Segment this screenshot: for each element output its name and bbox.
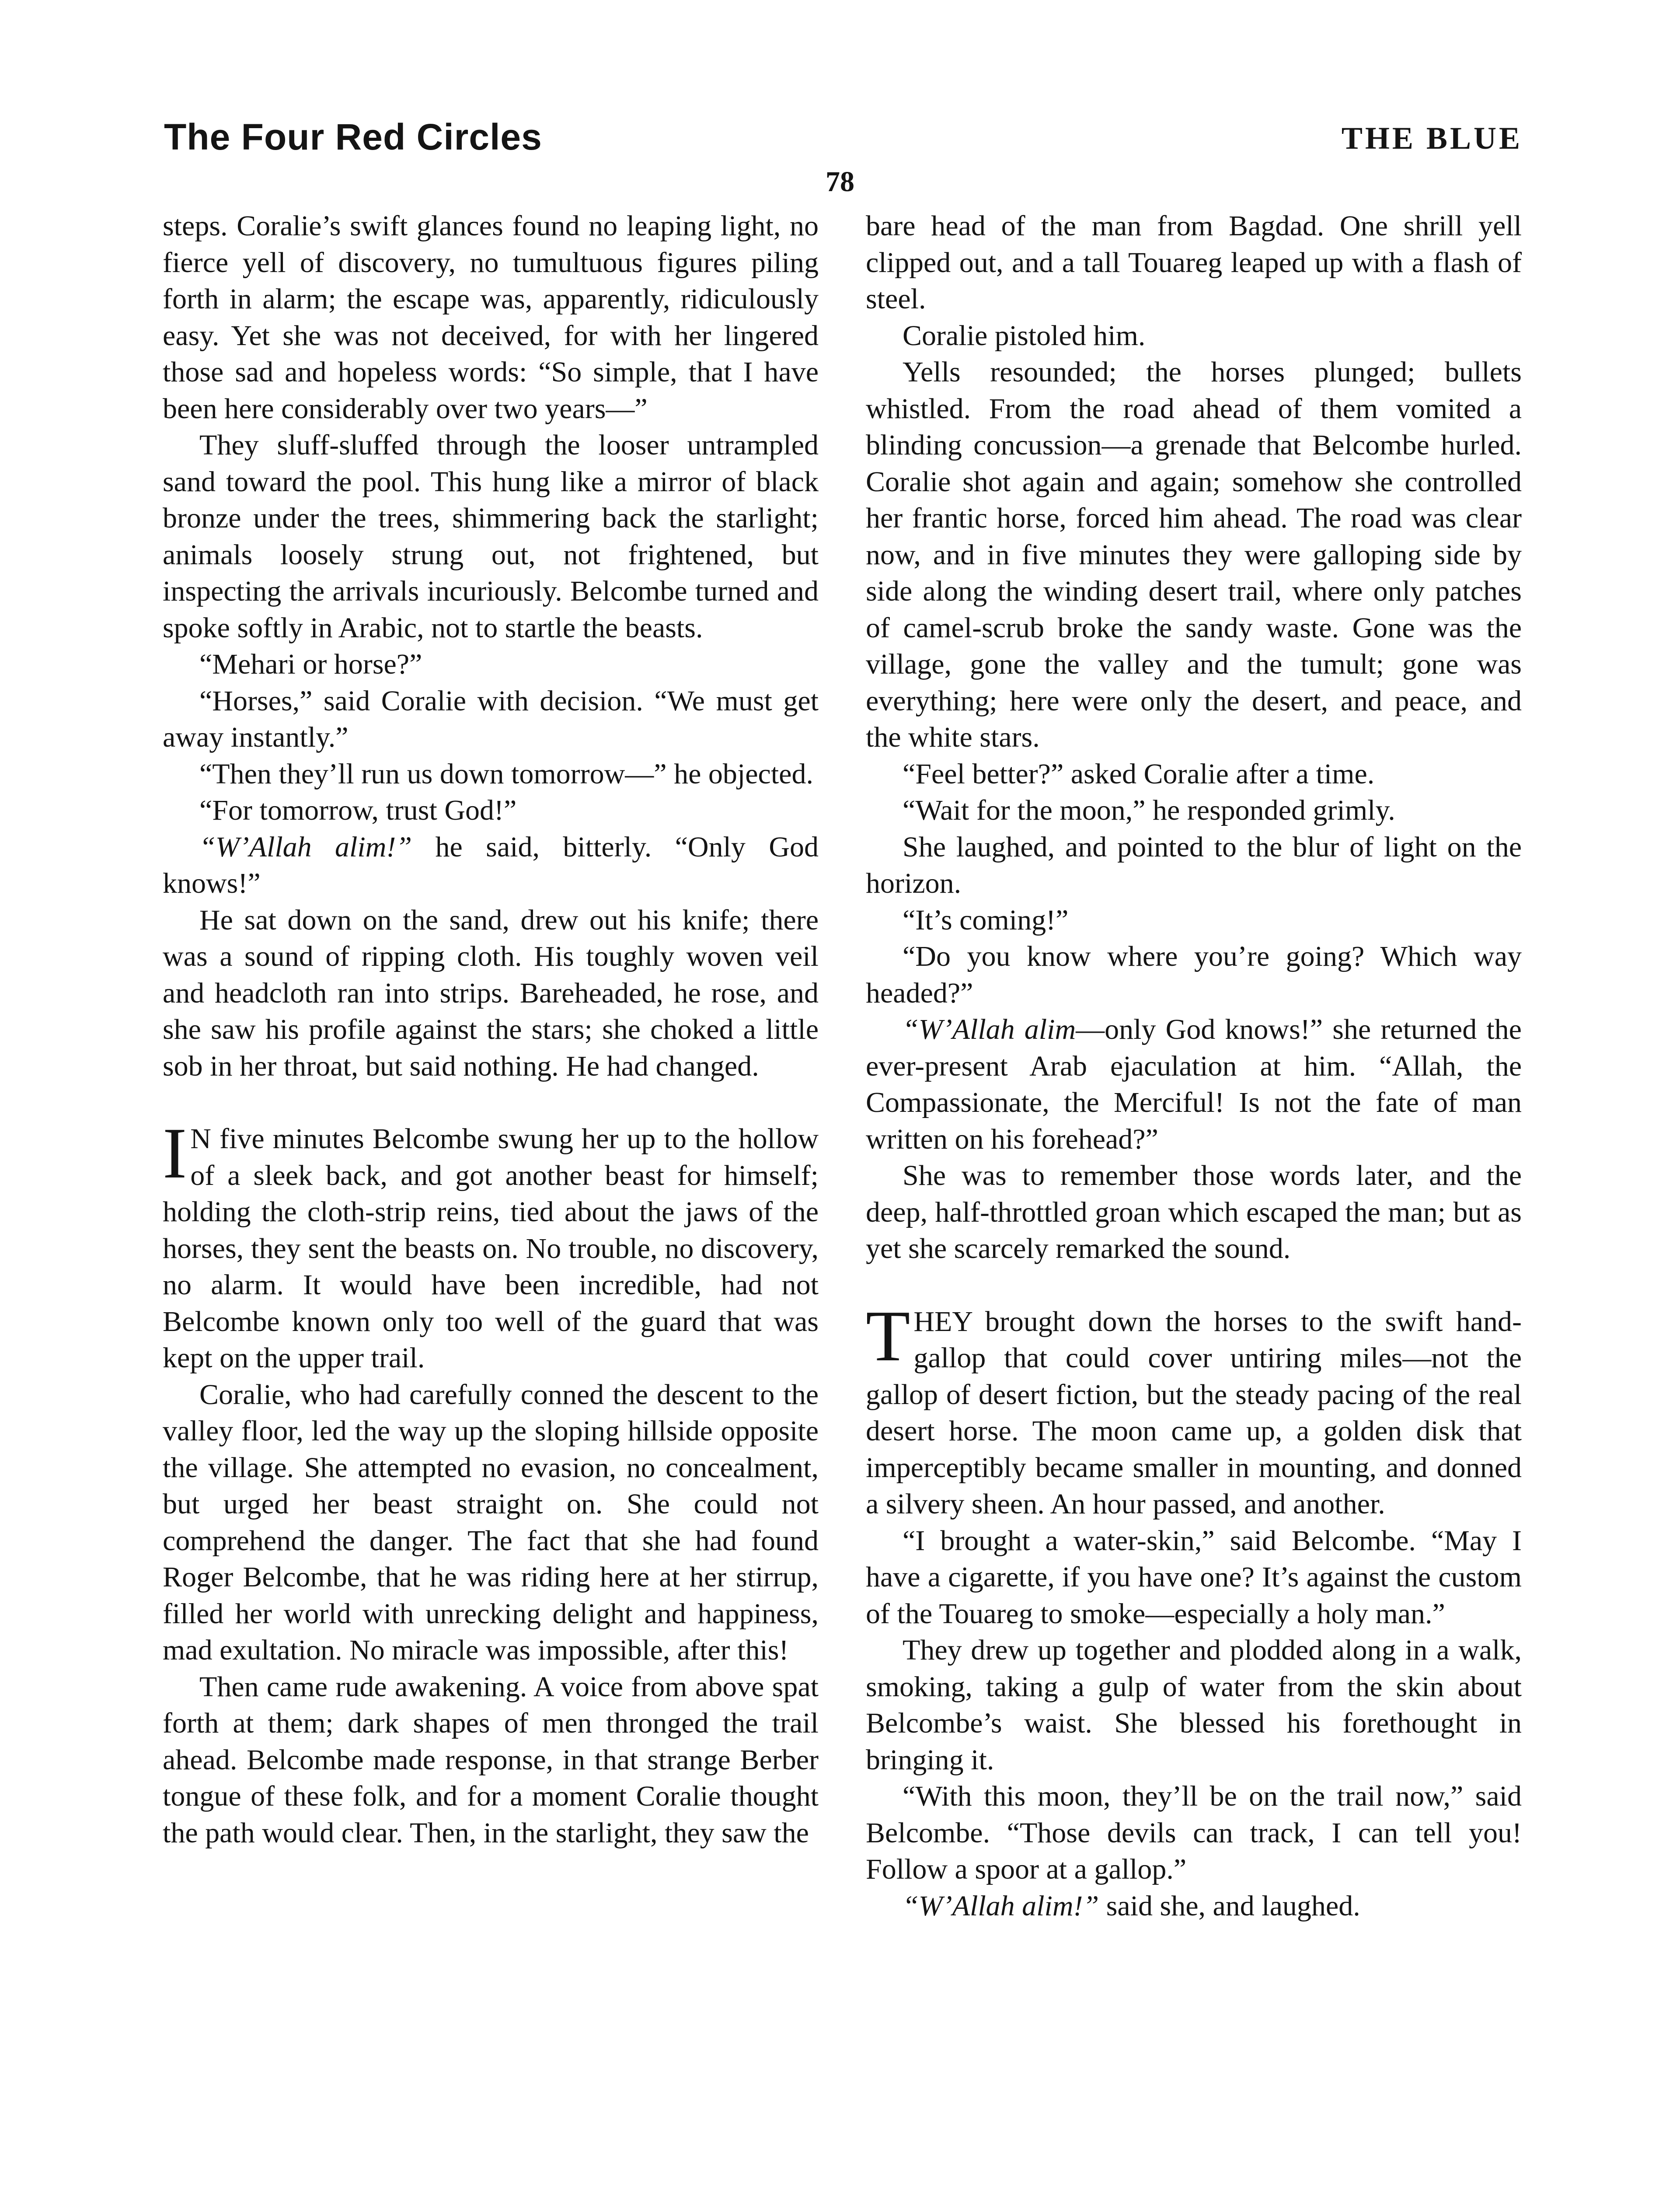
paragraph-text: he said, bitterly. “Only God knows!” — [163, 831, 819, 899]
paragraph-text: N five minutes Belcombe swung her up to the hollow of a sleek back, and got another beast for himself; holding the cloth-strip reins, tied about the jaws of the horses, they sent the beasts on. No trouble, no discovery, no alarm. It would have been incredible, had not Belcombe known only too well of the guard that was kept on the upper trail. — [163, 1123, 819, 1374]
paragraph-text: bare head of the man from Bagdad. One shrill yell clipped out, and a tall Touareg leaped up with a flash of steel. — [866, 210, 1522, 315]
magazine-title: THE BLUE — [1341, 121, 1523, 156]
paragraph — [866, 1523, 1522, 1632]
paragraph-text: HEY brought down the horses to the swift hand-gallop that could cover untiring miles—not the gallop of desert fiction, but the steady pacing of the real desert horse. The moon came up, a golden disk that imperceptibly became smaller in mounting, and donned a silvery sheen. An hour passed, and another. — [866, 1305, 1522, 1520]
paragraph-text: They sluff-sluffed through the looser untrampled sand toward the pool. This hung like a mirror of black bronze under the trees, shimmering back the starlight; animals loosely strung out, not frightened, but inspecting the arrivals incuriously. Belcombe turned and spoke softly in Arabic, not to startle the beasts. — [163, 429, 819, 644]
paragraph — [163, 646, 819, 683]
paragraph-text: “Horses,” said Coralie with decision. “We must get away instantly.” — [163, 685, 819, 753]
page-number: 78 — [826, 166, 854, 198]
paragraph — [866, 1888, 1522, 1925]
running-head — [164, 116, 1523, 164]
paragraph — [866, 354, 1522, 756]
paragraph — [866, 1011, 1522, 1157]
paragraph — [163, 208, 819, 427]
paragraph-text: She laughed, and pointed to the blur of light on the horizon. — [866, 831, 1522, 899]
paragraph — [866, 756, 1522, 793]
paragraph-text: Coralie pistoled him. — [903, 319, 1146, 352]
paragraph — [163, 1113, 819, 1376]
paragraph-text: “Mehari or horse?” — [199, 648, 422, 680]
paragraph-text: Yells resounded; the horses plunged; bullets whistled. From the road ahead of them vomited a blinding concussion—a grenade that Belcombe hurled. Coralie shot again and again; somehow she controlled her frantic horse, forced him ahead. The road was clear now, and in five minutes they were galloping side by side along the winding desert trail, where only patches of camel-scrub broke the sandy waste. Gone was the village, gone the valley and the tumult; gone was everything; here were only the desert, and peace, and the white stars. — [866, 356, 1522, 753]
paragraph — [866, 318, 1522, 354]
paragraph — [163, 792, 819, 829]
paragraph-text: steps. Coralie’s swift glances found no leaping light, no fierce yell of discovery, no tumultuous figures piling forth in alarm; the escape was, apparently, ridiculously easy. Yet she was not deceived, for with her lingered those sad and hopeless words: “So simple, that I have been here considerably over two years—” — [163, 210, 819, 425]
paragraph — [866, 1295, 1522, 1523]
paragraph-text: “Feel better?” asked Coralie after a time. — [903, 758, 1375, 790]
paragraph — [866, 1778, 1522, 1888]
paragraph-text: “Wait for the moon,” he responded grimly. — [903, 794, 1395, 826]
paragraph-text: “With this moon, they’ll be on the trail now,” said Belcombe. “Those devils can track, I can tell you! Follow a spoor at a gallop.” — [866, 1780, 1522, 1885]
italic-phrase: “W’Allah alim!” — [199, 831, 412, 863]
paragraph — [163, 427, 819, 646]
paragraph — [163, 1376, 819, 1669]
paragraph — [866, 938, 1522, 1011]
paragraph — [866, 1157, 1522, 1267]
paragraph-text: Then came rude awakening. A voice from above spat forth at them; dark shapes of men thronged the trail ahead. Belcombe made response, in that strange Berber tongue of these folk, and for a moment Coralie thought the path would clear. Then, in the starlight, they saw the — [163, 1670, 819, 1849]
right-column — [866, 208, 1522, 2187]
story-title: The Four Red Circles — [164, 116, 542, 157]
paragraph-text: Coralie, who had carefully conned the descent to the valley floor, led the way up the sloping hillside opposite the village. She attempted no evasion, no concealment, but urged her beast straight on. She could not comprehend the danger. The fact that she had found Roger Belcombe, that he was riding here at her stirrup, filled her world with unrecking delight and happiness, mad exultation. No miracle was impossible, after this! — [163, 1378, 819, 1666]
left-column — [163, 208, 819, 2187]
paragraph-text: He sat down on the sand, drew out his knife; there was a sound of ripping cloth. His toughly woven veil and headcloth ran into strips. Bareheaded, he rose, and she saw his profile against the stars; she choked a little sob in her throat, but said nothing. He had changed. — [163, 904, 819, 1082]
paragraph — [866, 792, 1522, 829]
drop-cap: I — [163, 1113, 187, 1193]
paragraph-text: said she, and laughed. — [1099, 1890, 1360, 1922]
paragraph-text: “Then they’ll run us down tomorrow—” he objected. — [199, 758, 813, 790]
paragraph-text: —only God knows!” she returned the ever-present Arab ejaculation at him. “Allah, the Compassionate, the Merciful! Is not the fate of man written on his forehead?” — [866, 1013, 1522, 1155]
paragraph — [866, 902, 1522, 939]
text-columns — [163, 208, 1522, 2187]
italic-phrase: “W’Allah alim — [903, 1013, 1076, 1045]
paragraph-text: “For tomorrow, trust God!” — [199, 794, 517, 826]
paragraph-text: They drew up together and plodded along in a walk, smoking, taking a gulp of water from the skin about Belcombe’s waist. She blessed his forethought in bringing it. — [866, 1634, 1522, 1776]
paragraph-text: “I brought a water-skin,” said Belcombe. “May I have a cigarette, if you have one? It’s against the custom of the Touareg to smoke—especially a holy man.” — [866, 1524, 1522, 1630]
paragraph — [163, 683, 819, 756]
paragraph — [866, 1632, 1522, 1778]
paragraph — [163, 756, 819, 793]
paragraph — [163, 1669, 819, 1852]
paragraph — [163, 829, 819, 902]
paragraph — [866, 208, 1522, 318]
drop-cap: T — [866, 1295, 910, 1376]
paragraph — [866, 829, 1522, 902]
paragraph-text: “It’s coming!” — [903, 904, 1069, 936]
italic-phrase: “W’Allah alim!” — [903, 1890, 1099, 1922]
paragraph — [163, 902, 819, 1085]
paragraph-text: “Do you know where you’re going? Which way headed?” — [866, 940, 1522, 1009]
paragraph-text: She was to remember those words later, and the deep, half-throttled groan which escaped the man; but as yet she scarcely remarked the sound. — [866, 1160, 1522, 1265]
